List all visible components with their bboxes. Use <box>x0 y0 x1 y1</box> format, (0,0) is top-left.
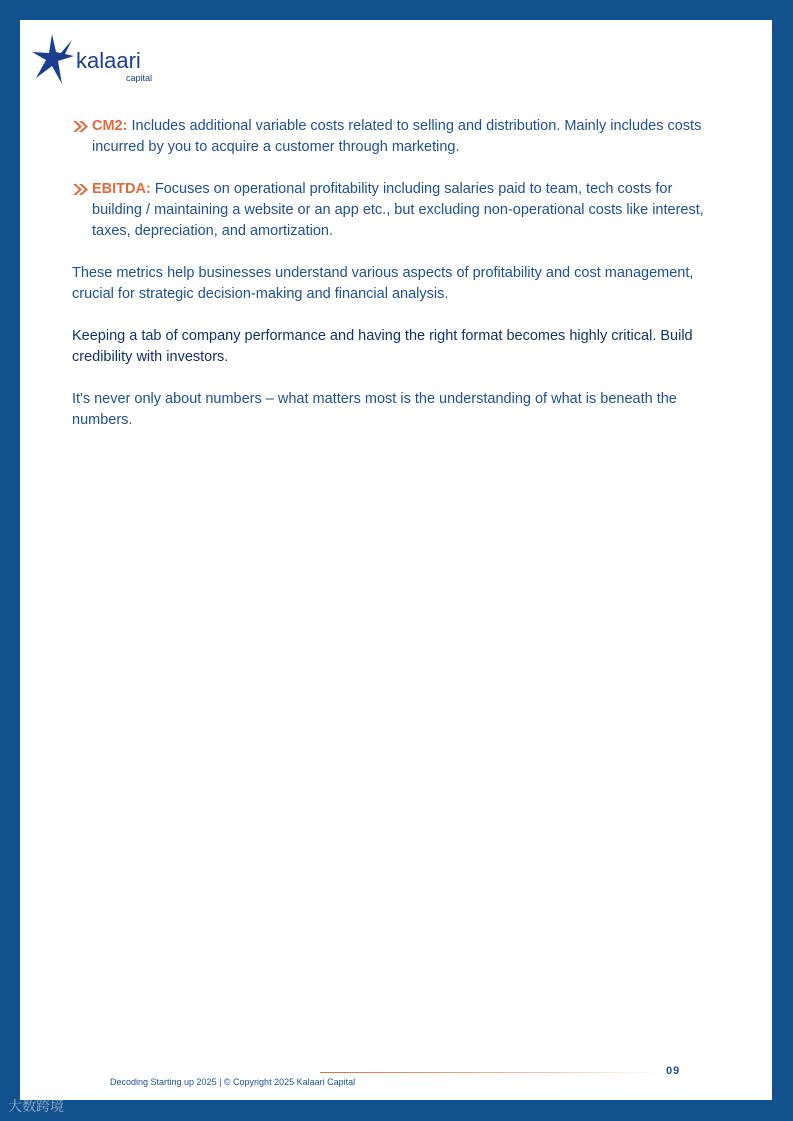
document-page <box>20 20 772 1100</box>
double-chevron-icon <box>72 120 88 133</box>
paragraph-numbers: It's never only about numbers – what matters most is the understanding of what is beneath the numbers. <box>72 391 677 428</box>
double-chevron-icon <box>72 183 88 196</box>
main-content <box>72 116 720 452</box>
star-figure-logo-icon <box>30 32 80 92</box>
bullet-term: CM2: <box>92 118 128 134</box>
bullet-ebitda <box>72 179 720 242</box>
bullet-text: Focuses on operational profitability including salaries paid to team, tech costs for building / maintaining a website or an app etc., but excluding non-operational costs like interest, taxes, depreciation, and amortization. <box>92 181 704 239</box>
logo-wordmark: kalaari <box>76 48 141 73</box>
watermark: 大数跨境 <box>8 1099 64 1115</box>
bullet-term: EBITDA: <box>92 181 151 197</box>
paragraph-performance: Keeping a tab of company performance and having the right format becomes highly critical. Build credibility with investors. <box>72 328 693 365</box>
paragraph-metrics: These metrics help businesses understand various aspects of profitability and cost management, crucial for strategic decision-making and financial analysis. <box>72 265 694 302</box>
kalaari-capital-logo <box>30 32 160 92</box>
footer-divider <box>320 1072 660 1073</box>
logo-subtitle: capital <box>126 73 153 83</box>
page-number: 09 <box>666 1065 681 1077</box>
bullet-text: Includes additional variable costs related to selling and distribution. Mainly includes costs incurred by you to acquire a customer through marketing. <box>92 118 702 155</box>
footer-copyright: Decoding Starting up 2025 | © Copyright 2025 Kalaari Capital <box>110 1077 356 1087</box>
bullet-cm2 <box>72 116 720 158</box>
